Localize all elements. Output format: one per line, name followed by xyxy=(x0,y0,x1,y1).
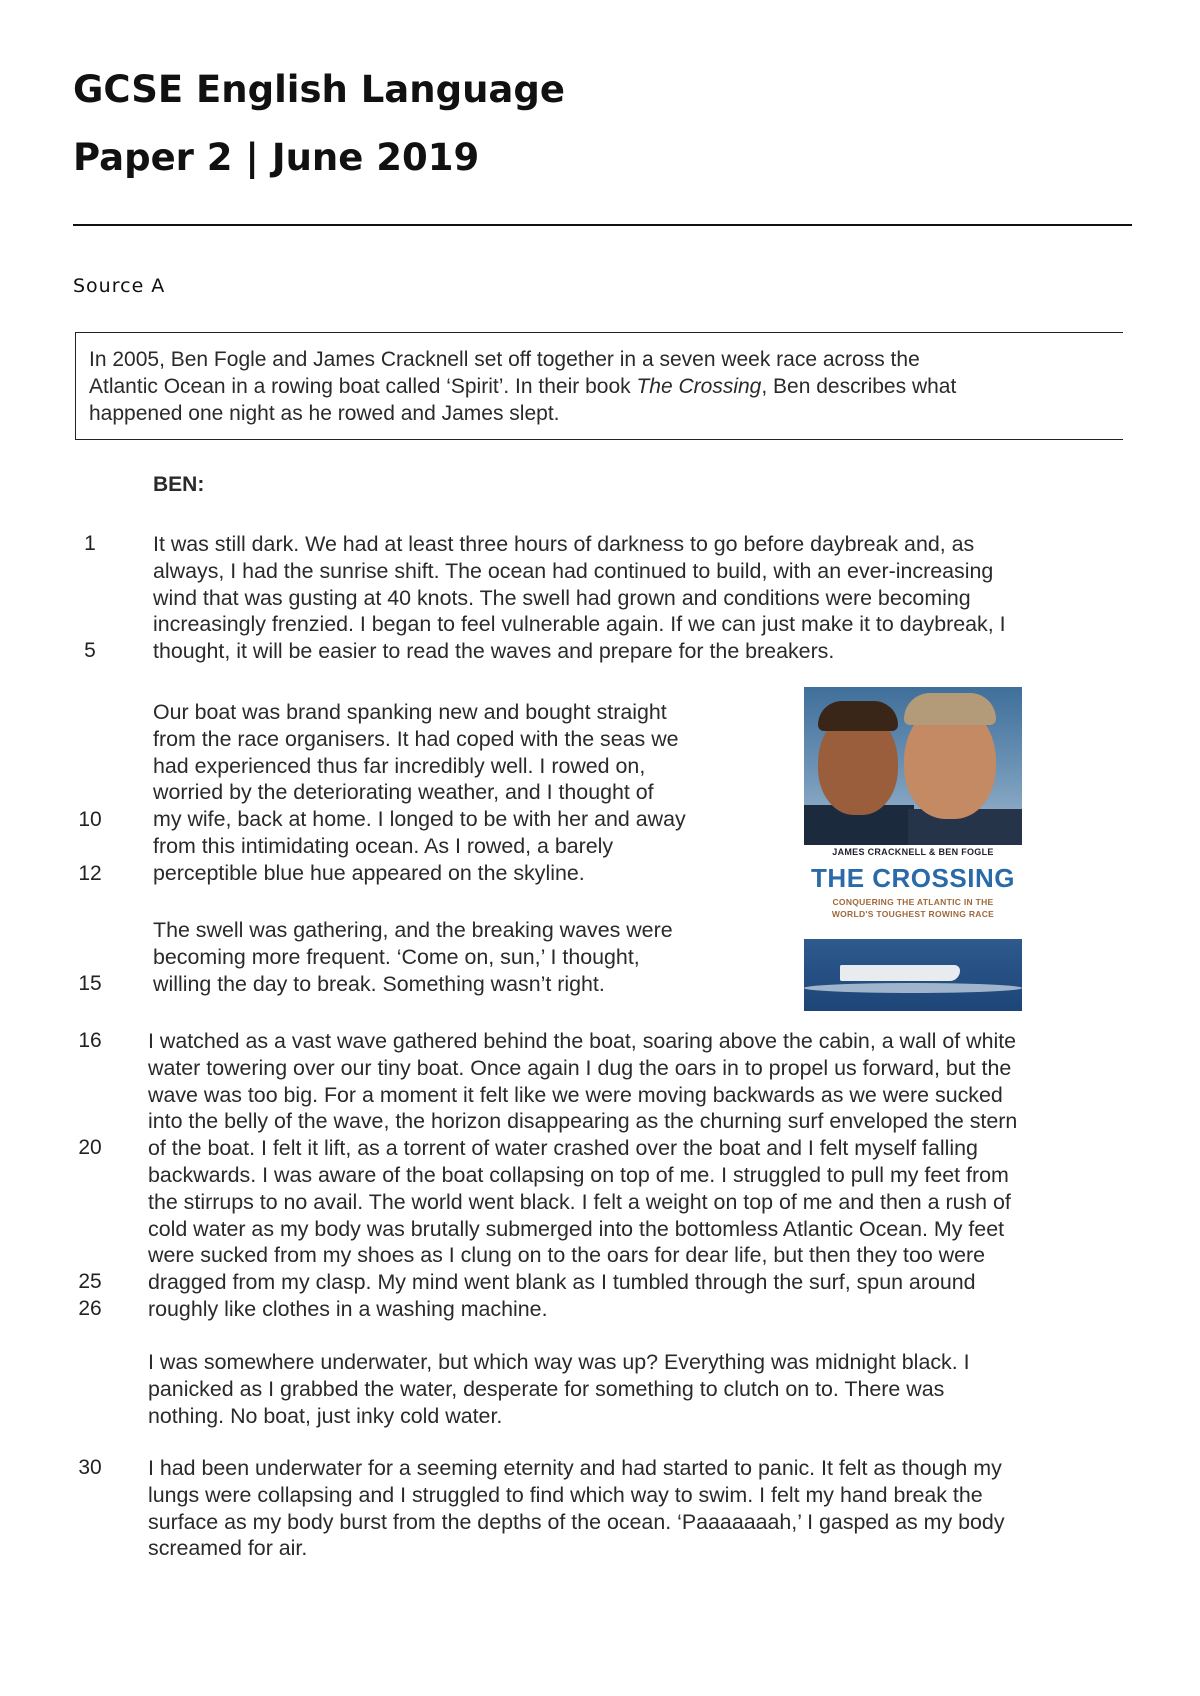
text-line: I watched as a vast wave gathered behind the boat, soaring above the cabin, a wall of white xyxy=(148,1029,1017,1053)
text-line: Our boat was brand spanking new and bought straight xyxy=(153,700,667,724)
text-line: always, I had the sunrise shift. The ocean had continued to build, with an ever-increasing xyxy=(153,558,994,583)
line-number: 26 xyxy=(78,1297,102,1320)
text-line: worried by the deteriorating weather, and I thought of xyxy=(153,780,654,805)
text-line: increasingly frenzied. I began to feel vulnerable again. If we can just make it to daybreak, I xyxy=(153,612,1006,637)
intro-text: , Ben describes what xyxy=(761,375,957,398)
text-line: had experienced thus far incredibly well. I rowed on, xyxy=(153,753,646,778)
text-line: willing the day to break. Something wasn’t right. xyxy=(153,971,605,996)
line-number: 1 xyxy=(84,532,96,555)
text-line: water towering over our tiny boat. Once again I dug the oars in to propel us forward, but the xyxy=(148,1055,1012,1080)
intro-text: Atlantic Ocean in a rowing boat called ‘Spirit’. In their book xyxy=(89,375,637,398)
text-line: becoming more frequent. ‘Come on, sun,’ I thought, xyxy=(153,944,640,969)
line-number: 5 xyxy=(84,639,96,662)
cover-title: THE CROSSING xyxy=(811,863,1015,893)
text-line: wave was too big. For a moment it felt like we were moving backwards as we were sucked xyxy=(148,1082,1003,1107)
text-line: It was still dark. We had at least three hours of darkness to go before daybreak and, as xyxy=(153,532,975,556)
text-line: from this intimidating ocean. As I rowed, a barely xyxy=(153,833,614,858)
text-line: perceptible blue hue appeared on the skyline. xyxy=(153,860,585,885)
paragraph-5 xyxy=(148,1349,1148,1429)
cover-authors: JAMES CRACKNELL & BEN FOGLE xyxy=(832,847,994,857)
cover-hair xyxy=(818,701,898,731)
paragraph-4 xyxy=(148,1028,1148,1323)
intro-box xyxy=(75,332,1123,440)
speaker-label: BEN: xyxy=(153,473,205,496)
text-line: were sucked from my shoes as I clung on to the oars for dear life, but then they too were xyxy=(148,1243,986,1268)
text-line: lungs were collapsing and I struggled to find which way to swim. I felt my hand break the xyxy=(148,1482,983,1507)
paragraph-1 xyxy=(153,531,1153,665)
page-title: GCSE English Language xyxy=(73,68,565,111)
intro-line: In 2005, Ben Fogle and James Cracknell set off together in a seven week race across the xyxy=(89,348,920,371)
book-cover-image xyxy=(804,687,1022,1011)
text-line: thought, it will be easier to read the waves and prepare for the breakers. xyxy=(153,639,835,664)
text-line: roughly like clothes in a washing machine. xyxy=(148,1296,548,1321)
text-line: panicked as I grabbed the water, desperate for something to clutch on to. There was xyxy=(148,1376,945,1401)
cover-wave xyxy=(804,983,1022,993)
text-line: the stirrups to no avail. The world went black. I felt a weight on top of me and then a rush of xyxy=(148,1189,1011,1214)
text-line: surface as my body burst from the depths of the ocean. ‘Paaaaaaah,’ I gasped as my body xyxy=(148,1509,1005,1534)
intro-line: happened one night as he rowed and James slept. xyxy=(89,402,560,425)
line-number: 16 xyxy=(78,1029,102,1052)
text-line: I had been underwater for a seeming eternity and had started to panic. It felt as though my xyxy=(148,1456,1002,1480)
cover-subtitle: CONQUERING THE ATLANTIC IN THE xyxy=(832,897,994,907)
cover-subtitle: WORLD'S TOUGHEST ROWING RACE xyxy=(831,909,995,919)
text-line: screamed for air. xyxy=(148,1536,308,1561)
line-number: 12 xyxy=(78,862,102,885)
text-line: cold water as my body was brutally submerged into the bottomless Atlantic Ocean. My feet xyxy=(148,1216,1005,1241)
line-number: 25 xyxy=(78,1270,102,1293)
text-line: from the race organisers. It had coped with the seas we xyxy=(153,726,679,751)
book-title-italic: The Crossing xyxy=(636,375,762,398)
page-subtitle: Paper 2 | June 2019 xyxy=(73,136,480,179)
paragraph-6 xyxy=(148,1455,1148,1562)
text-line: nothing. No boat, just inky cold water. xyxy=(148,1403,503,1428)
paragraph-2 xyxy=(153,699,773,887)
intro-line xyxy=(89,373,1109,400)
text-line: wind that was gusting at 40 knots. The swell had grown and conditions were becoming xyxy=(153,585,971,610)
text-line: I was somewhere underwater, but which way was up? Everything was midnight black. I xyxy=(148,1350,970,1374)
cover-photo xyxy=(804,687,1022,844)
text-line: my wife, back at home. I longed to be with her and away xyxy=(153,807,686,832)
line-number: 15 xyxy=(78,972,102,995)
line-number: 20 xyxy=(78,1136,102,1159)
text-line: dragged from my clasp. My mind went blank as I tumbled through the surf, spun around xyxy=(148,1270,976,1295)
text-line: into the belly of the wave, the horizon disappearing as the churning surf enveloped the stern xyxy=(148,1109,1018,1134)
text-line: The swell was gathering, and the breaking waves were xyxy=(153,918,673,942)
cover-boat xyxy=(840,965,960,981)
paragraph-3 xyxy=(153,917,773,997)
source-label: Source A xyxy=(73,275,166,297)
text-line: of the boat. I felt it lift, as a torrent of water crashed over the boat and I felt myself falling xyxy=(148,1136,978,1161)
line-number: 30 xyxy=(78,1456,102,1479)
line-number: 10 xyxy=(78,808,102,831)
header-divider xyxy=(73,224,1132,226)
cover-hair xyxy=(904,693,996,725)
text-line: backwards. I was aware of the boat collapsing on top of me. I struggled to pull my feet from xyxy=(148,1162,1009,1187)
